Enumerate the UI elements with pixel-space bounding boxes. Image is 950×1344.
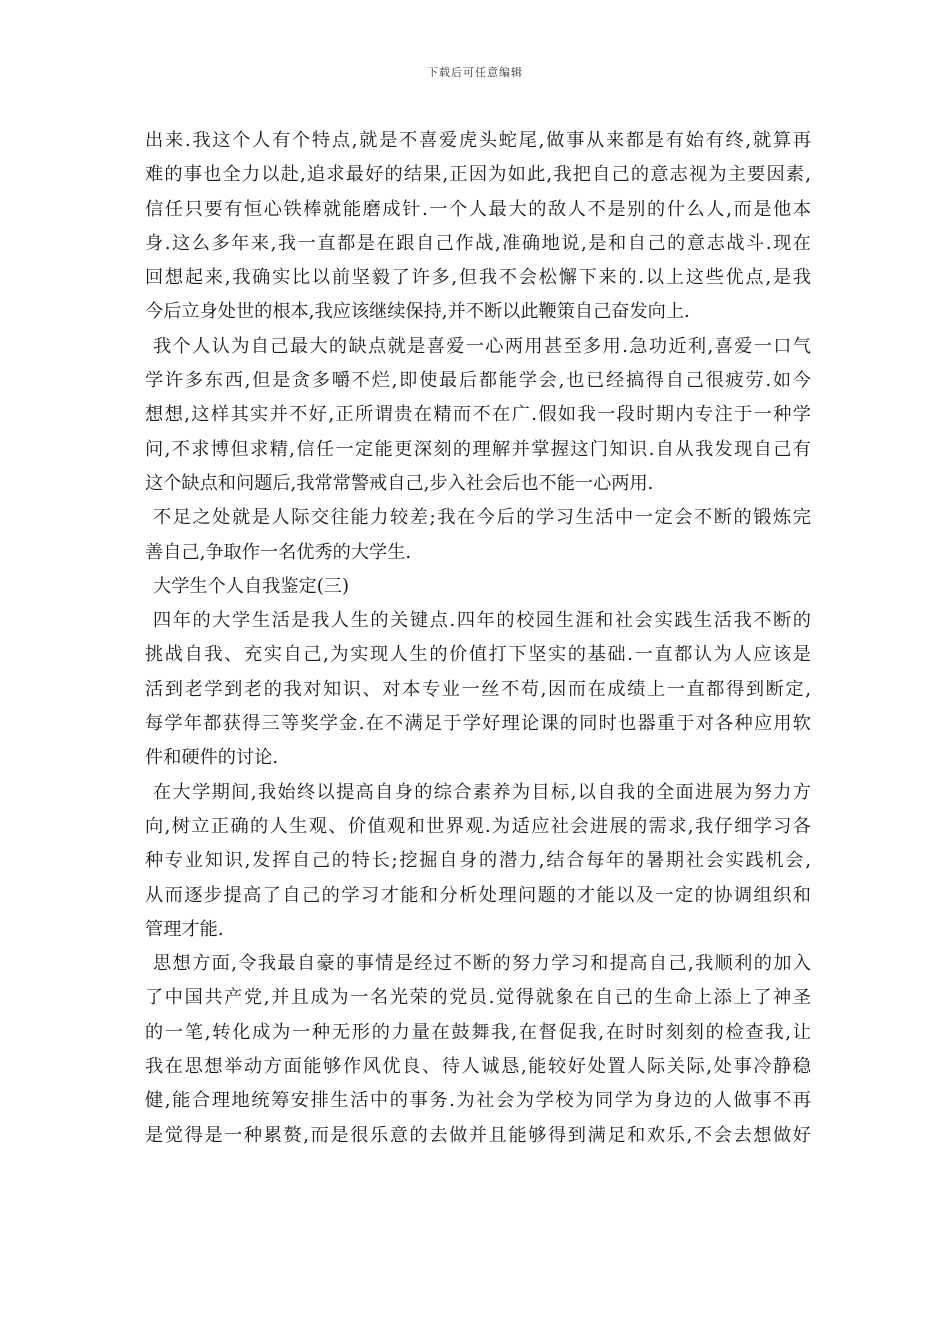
text-line: 善自己,争取作一名优秀的大学生. xyxy=(145,541,412,563)
text-line: 回想起来,我确实比以前坚毅了许多,但我不会松懈下来的.以上这些优点,是我 xyxy=(145,267,811,289)
text-line: 这个缺点和问题后,我常常警戒自己,步入社会后也不能一心两用. xyxy=(145,472,654,494)
text-line: 四年的大学生活是我人生的关键点.四年的校园生涯和社会实践生活我不断的 xyxy=(153,610,811,632)
text-line: 身.这么多年来,我一直都是在跟自己作战,准确地说,是和自己的意志战斗.现在 xyxy=(145,232,811,254)
text-line: 今后立身处世的根本,我应该继续保持,并不断以此鞭策自己奋发向上. xyxy=(145,301,690,323)
text-line: 健,能合理地统筹安排生活中的事务.为社会为学校为同学为身边的人做事不再 xyxy=(145,1090,811,1112)
text-line: 活到老学到老的我对知识、对本专业一丝不苟,因而在成绩上一直都得到断定, xyxy=(145,678,811,700)
text-line: 是觉得是一种累赘,而是很乐意的去做并且能够得到满足和欢乐,不会去想做好 xyxy=(145,1124,811,1146)
text-line: 问,不求博但求精,信任一定能更深刻的理解并掌握这门知识.自从我发现自己有 xyxy=(145,438,811,460)
text-line: 向,树立正确的人生观、价值观和世界观.为适应社会进展的需求,我仔细学习各 xyxy=(145,815,811,837)
document-body xyxy=(145,124,811,1153)
text-line: 我个人认为自己最大的缺点就是喜爱一心两用甚至多用.急功近利,喜爱一口气 xyxy=(153,335,811,357)
text-line: 出来.我这个人有个特点,就是不喜爱虎头蛇尾,做事从来都是有始有终,就算再 xyxy=(145,130,811,151)
text-line: 学许多东西,但是贪多嚼不烂,即使最后都能学会,也已经搞得自己很疲劳.如今 xyxy=(145,370,811,392)
text-line: 大学生个人自我鉴定(三) xyxy=(153,575,350,597)
text-line: 想想,这样其实并不好,正所谓贵在精而不在广.假如我一段时期内专注于一种学 xyxy=(145,404,811,426)
text-line: 件和硬件的讨论. xyxy=(145,747,279,769)
text-line: 每学年都获得三等奖学金.在不满足于学好理论课的同时也器重于对各种应用软 xyxy=(145,713,811,735)
text-line: 的一笔,转化成为一种无形的力量在鼓舞我,在督促我,在时时刻刻的检查我,让 xyxy=(145,1021,811,1043)
page-header: 下载后可任意编辑 xyxy=(427,66,523,79)
text-line: 信任只要有恒心铁棒就能磨成针.一个人最大的敌人不是别的什么人,而是他本 xyxy=(145,198,811,220)
text-line: 难的事也全力以赴,追求最好的结果,正因为如此,我把自己的意志视为主要因素, xyxy=(145,164,811,186)
text-line: 种专业知识,发挥自己的特长;挖掘自身的潜力,结合每年的暑期社会实践机会, xyxy=(145,850,811,872)
text-line: 思想方面,令我最自豪的事情是经过不断的努力学习和提高自己,我顺利的加入 xyxy=(153,953,811,975)
text-line: 挑战自我、充实自己,为实现人生的价值打下坚实的基础.一直都认为人应该是 xyxy=(145,644,811,666)
text-line: 在大学期间,我始终以提高自身的综合素养为目标,以自我的全面进展为努力方 xyxy=(153,781,811,803)
text-line: 从而逐步提高了自己的学习才能和分析处理问题的才能以及一定的协调组织和 xyxy=(145,884,811,906)
text-line: 了中国共产党,并且成为一名光荣的党员.觉得就象在自己的生命上添上了神圣 xyxy=(145,987,811,1009)
text-line: 不足之处就是人际交往能力较差;我在今后的学习生活中一定会不断的锻炼完 xyxy=(153,507,811,529)
text-line: 管理才能. xyxy=(145,918,224,940)
text-line: 我在思想举动方面能够作风优良、待人诚恳,能较好处置人际关际,处事冷静稳 xyxy=(145,1056,811,1078)
